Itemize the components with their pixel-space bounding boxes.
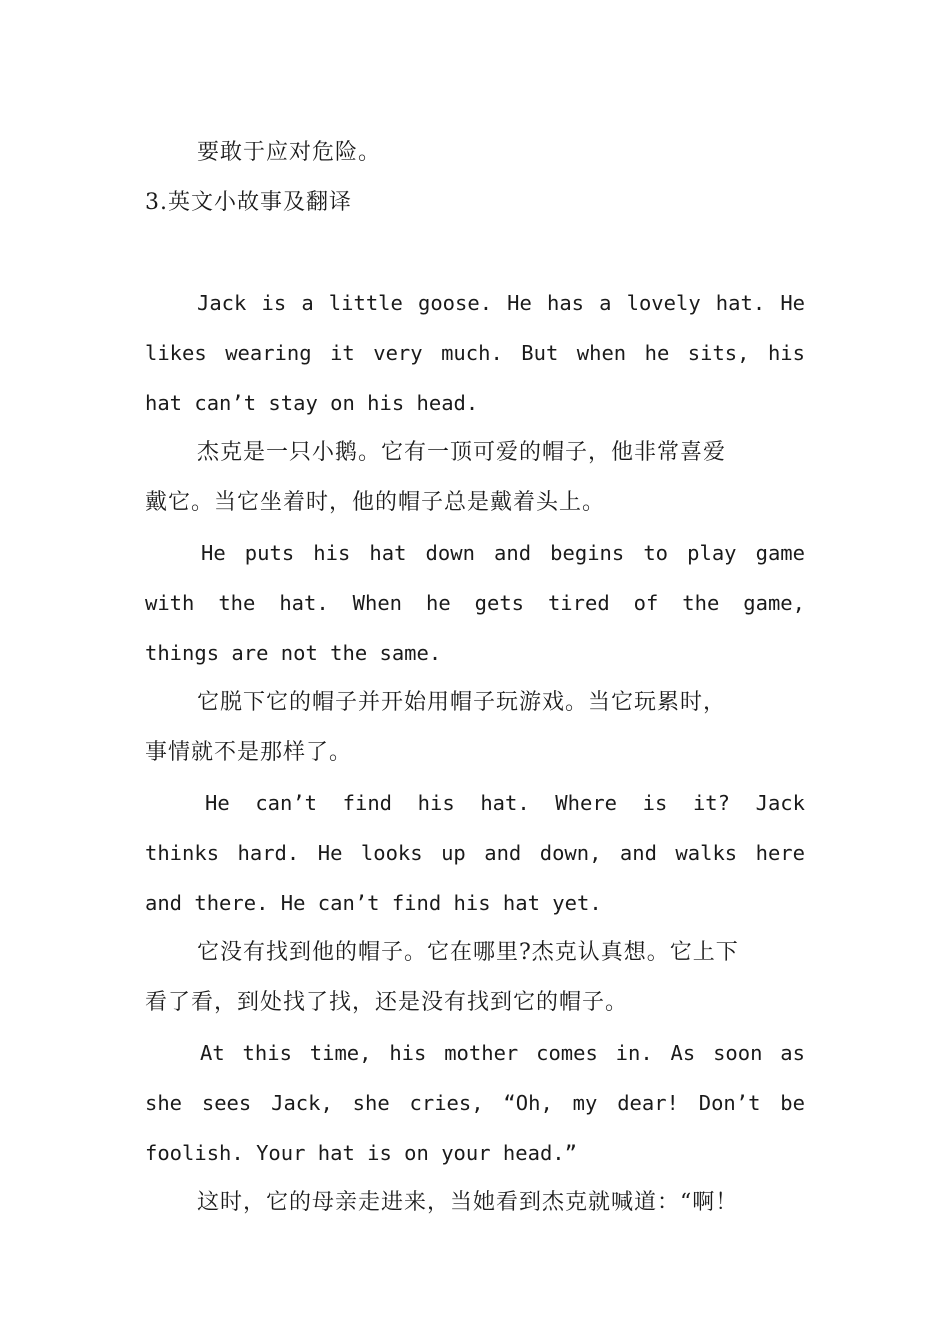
english-paragraph-2-line-1: He puts his hat down and begins to play game xyxy=(201,541,805,565)
english-paragraph-3-line-2: thinks hard. He looks up and down, and walks here xyxy=(145,841,805,865)
document-page xyxy=(145,128,805,1228)
text-line: 要敢于应对危险。 xyxy=(197,140,382,165)
english-paragraph-4-line-1: At this time, his mother comes in. As soon as xyxy=(200,1041,805,1065)
blank-line xyxy=(145,228,805,278)
english-paragraph-1-line-2: likes wearing it very much. But when he sits, his xyxy=(145,341,805,365)
chinese-paragraph-4-line-1: 这时，它的母亲走进来，当她看到杰克就喊道：“啊！ xyxy=(197,1190,739,1215)
chinese-paragraph-2-line-2: 事情就不是那样了。 xyxy=(145,740,353,765)
english-paragraph-2-line-2: with the hat. When he gets tired of the game, xyxy=(145,591,805,615)
english-paragraph-3-line-3: and there. He can’t find his hat yet. xyxy=(145,891,602,915)
chinese-paragraph-3-line-2: 看了看，到处找了找，还是没有找到它的帽子。 xyxy=(145,990,629,1015)
english-paragraph-2-line-3: things are not the same. xyxy=(145,641,442,665)
section-heading: 3.英文小故事及翻译 xyxy=(145,190,352,215)
english-paragraph-1-line-1: Jack is a little goose. He has a lovely hat. He xyxy=(197,291,805,315)
english-paragraph-1-line-3: hat can’t stay on his head. xyxy=(145,391,479,415)
chinese-paragraph-1-line-2: 戴它。当它坐着时，他的帽子总是戴着头上。 xyxy=(145,490,606,515)
english-paragraph-4-line-3: foolish. Your hat is on your head.” xyxy=(145,1141,577,1165)
english-paragraph-4-line-2: she sees Jack, she cries, “Oh, my dear! Don’t be xyxy=(145,1091,805,1115)
chinese-paragraph-2-line-1: 它脱下它的帽子并开始用帽子玩游戏。当它玩累时， xyxy=(197,690,727,715)
chinese-paragraph-1-line-1: 杰克是一只小鹅。它有一顶可爱的帽子，他非常喜爱 xyxy=(197,440,727,465)
english-paragraph-3-line-1: He can’t find his hat. Where is it? Jack xyxy=(205,791,805,815)
chinese-paragraph-3-line-1: 它没有找到他的帽子。它在哪里?杰克认真想。它上下 xyxy=(197,940,739,965)
